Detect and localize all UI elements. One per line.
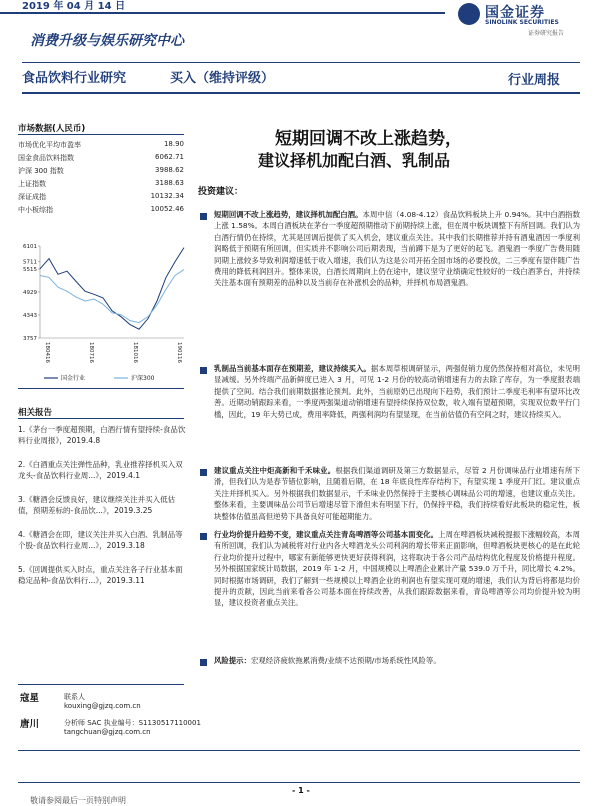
y-tick-label: 5711	[23, 259, 37, 266]
bullet-icon	[200, 213, 207, 220]
related-report-item[interactable]: 4.《糖酒会在即，建议关注并买入白酒、乳制品等个股-食品饮料行业周...》，2019.3.18	[18, 530, 183, 551]
header-divider	[22, 62, 580, 63]
market-row: 中小板综指 10052.46	[18, 205, 184, 214]
related-report-item[interactable]: 5.《回调提供买入时点，重点关注各子行业基本面稳定品种-食品饮料行...》，2019.3.11	[18, 565, 183, 586]
market-row: 上证指数 3188.63	[18, 179, 184, 188]
analyst-role: 联系人	[64, 693, 85, 701]
analyst-email[interactable]: tangchuan@gjzq.com.cn	[64, 728, 151, 736]
y-tick-label: 5515	[23, 267, 37, 273]
main-title-line2: 建议择机加配白酒、乳制品	[258, 151, 451, 170]
paragraph: 建议重点关注中炬高新和千禾味业。根据我们渠道调研及第三方数据显示，尽管 2 月份调味品行业增速有所下滑，但我们认为是春节错位影响，且随着后期，在 18 年底良性库存结构下，有望实现 1 季度开门红。建议重点关注并择机买入。另外根据我们数据显示，千禾味业仍然保持于主要核心调味品公司的增速，也建议重点关注。整体来看，主要调味品公司节后增速尽管下滑但未有明显下行，仍保持平稳，我们持续看好此板块的稳定性，板块整体估值虽高但逆势下具备良好可能超期能力。	[214, 466, 580, 521]
report-type: 行业周报	[508, 73, 561, 88]
main-title-line1: 短期回调不改上涨趋势，	[275, 129, 462, 149]
market-row: 沪深 300 指数 3988.62	[18, 166, 184, 175]
research-center: 消费升级与娱乐研究中心	[30, 33, 184, 49]
logo-subtitle: 证券研究报告	[528, 30, 565, 37]
analyst-divider	[18, 684, 184, 685]
logo-english: SINOLINK SECURITIES	[485, 19, 559, 26]
legend-label: 沪深300	[131, 375, 155, 382]
related-report-item[interactable]: 2.《白酒重点关注弹性品种，乳业推荐择机买入双龙头-食品饮料行业周...》，2019.4.1	[18, 460, 183, 481]
footer-divider	[18, 782, 580, 783]
market-row: 深证成指 10132.34	[18, 192, 184, 201]
analyst-name: 寇星	[20, 693, 40, 704]
related-divider	[18, 418, 184, 419]
x-tick-label: 181016	[132, 342, 138, 363]
y-tick-label: 4929	[23, 290, 37, 296]
x-tick-label: 180416	[44, 342, 50, 363]
market-divider	[18, 134, 184, 135]
y-tick-label: 4343	[23, 313, 37, 319]
series-line	[40, 270, 184, 323]
related-reports-title: 相关报告	[18, 408, 53, 418]
market-data-title: 市场数据(人民币)	[18, 124, 86, 134]
analyst-bottom-divider	[18, 750, 580, 751]
y-tick-label: 6101	[23, 244, 37, 250]
analyst-email[interactable]: kouxing@gjzq.com.cn	[64, 702, 141, 710]
page-number: - 1 -	[292, 786, 310, 795]
report-date: 2019 年 04 月 14 日	[22, 1, 126, 12]
paragraph: 短期回调不改上涨趋势，建议择机加配白酒。本周中信（4.08-4.12）食品饮料板块上升 0.94%。其中白酒指数上涨 1.58%。本周白酒板块在茅台一季度超预期推动下前期持续上涨，但在周中板块调整下有所回调。我们认为白酒行情仍在持续，尤其是回调后提供了买入机会，建议重点关注。其中我们长期推荐并持有酒鬼酒因一季度利润略低于预期有所回调，但实质并不影响公司后期表现，当前蹲下是为了更好的起飞。酒鬼酒一季度广告费用随同期上涨较多导致利润增速低于收入增速，我们认为这是公司开拓全国市场的必要投放，二三季度有望伴随广告费用的降低利润回升。整体来说，白酒长周期向上仍在途中，建议坚守业绩确定性较好的一线白酒茅台，并持续关注基本面有预期差的品种以及当前存在补涨机会的品种，并择机布局酒鬼酒。	[214, 210, 580, 288]
chart-divider	[18, 388, 184, 389]
bullet-icon	[200, 533, 207, 540]
bullet-icon	[200, 659, 207, 666]
y-tick-label: 3757	[23, 336, 37, 342]
market-row: 国金食品饮料指数 6062.71	[18, 153, 184, 162]
x-tick-label: 190116	[176, 342, 182, 363]
related-report-item[interactable]: 3.《糖酒会反馈良好，建议继续关注并买入低估值，预期差标的-食品饮...》，2019.3.25	[18, 495, 176, 516]
market-row: 市场优化平均市盈率 18.90	[18, 140, 184, 149]
bullet-icon	[200, 469, 207, 476]
footer-note: 敬请参阅最后一页特别声明	[30, 796, 126, 805]
paragraph: 行业均价提升趋势不变，建议重点关注青岛啤酒等公司基本面变化。上周在啤酒板块减税提振下涨幅较高，本周有所回调，我们认为减税将对行业内各大啤酒龙头公司利润的增长带来正面影响，但啤酒板块更核心的是在此轮行业均价提升过程中，哪家有新能够更快更好获得利润，这将取决于各公司产品结构优化程度及价格提升程度。另外根据国家统计局数据，2019 年 1-2 月，中国规模以上啤酒企业累计产量 539.0 万千升，同比增长 4.2%。同时根据市场调研，我们了解到一些规模以上啤酒企业的利润也有望实现可观的增速，我们认为背后将都是均价提升的贡献，因此当前来看各公司基本面在持续改善，从我们跟踪数据来看，青岛啤酒等公司均价提升较为明显，建议投资者重点关注。	[214, 530, 580, 608]
advice-heading: 投资建议：	[198, 187, 244, 197]
analyst-name: 唐川	[20, 719, 40, 730]
header-divider-2	[22, 92, 580, 94]
legend-label: 国金行业	[61, 375, 86, 382]
logo-icon	[458, 3, 480, 25]
x-tick-label: 180716	[88, 342, 94, 363]
industry-name: 食品饮料行业研究	[22, 71, 127, 86]
top-divider	[0, 12, 445, 14]
analyst-sac: 分析师 SAC 执业编号：S1130517110001	[64, 719, 201, 727]
index-chart	[14, 238, 190, 388]
logo-text: 国金证券	[485, 5, 545, 21]
paragraph: 乳制品当前基本面存在预期差，建议持续买入。据本周草根调研显示，两强促销力度仍然保持相对高位，未见明显减缓。另外终端产品新鲜度已进入 3 月，可见 1-2 月份的较高动销增速有力的去除了库存，为一季度报表端提供了空间。结合我们前期数据推论预判。此外，当前原奶已出现向下趋势，我们预计二季度毛利率有望环比改善。近期动销跟踪来看，一季度两强渠道动销增速有望持续保持双位数，收入端有望超预期，实现双位数平行门槛，因此，19 年大势已成，费用率降低，两强利润均有望显现，在当前估值仍有空间之时，建议持续买入。	[214, 364, 580, 419]
rating: 买入（维持评级）	[170, 71, 275, 86]
related-report-item[interactable]: 1.《茅台一季度超预期，白酒行情有望持续-食品饮料行业周报》，2019.4.8	[18, 425, 186, 446]
paragraph: 风险提示：宏观经济疲软拖累消费/业绩不达预期/市场系统性风险等。	[214, 656, 441, 665]
bullet-icon	[200, 367, 207, 374]
